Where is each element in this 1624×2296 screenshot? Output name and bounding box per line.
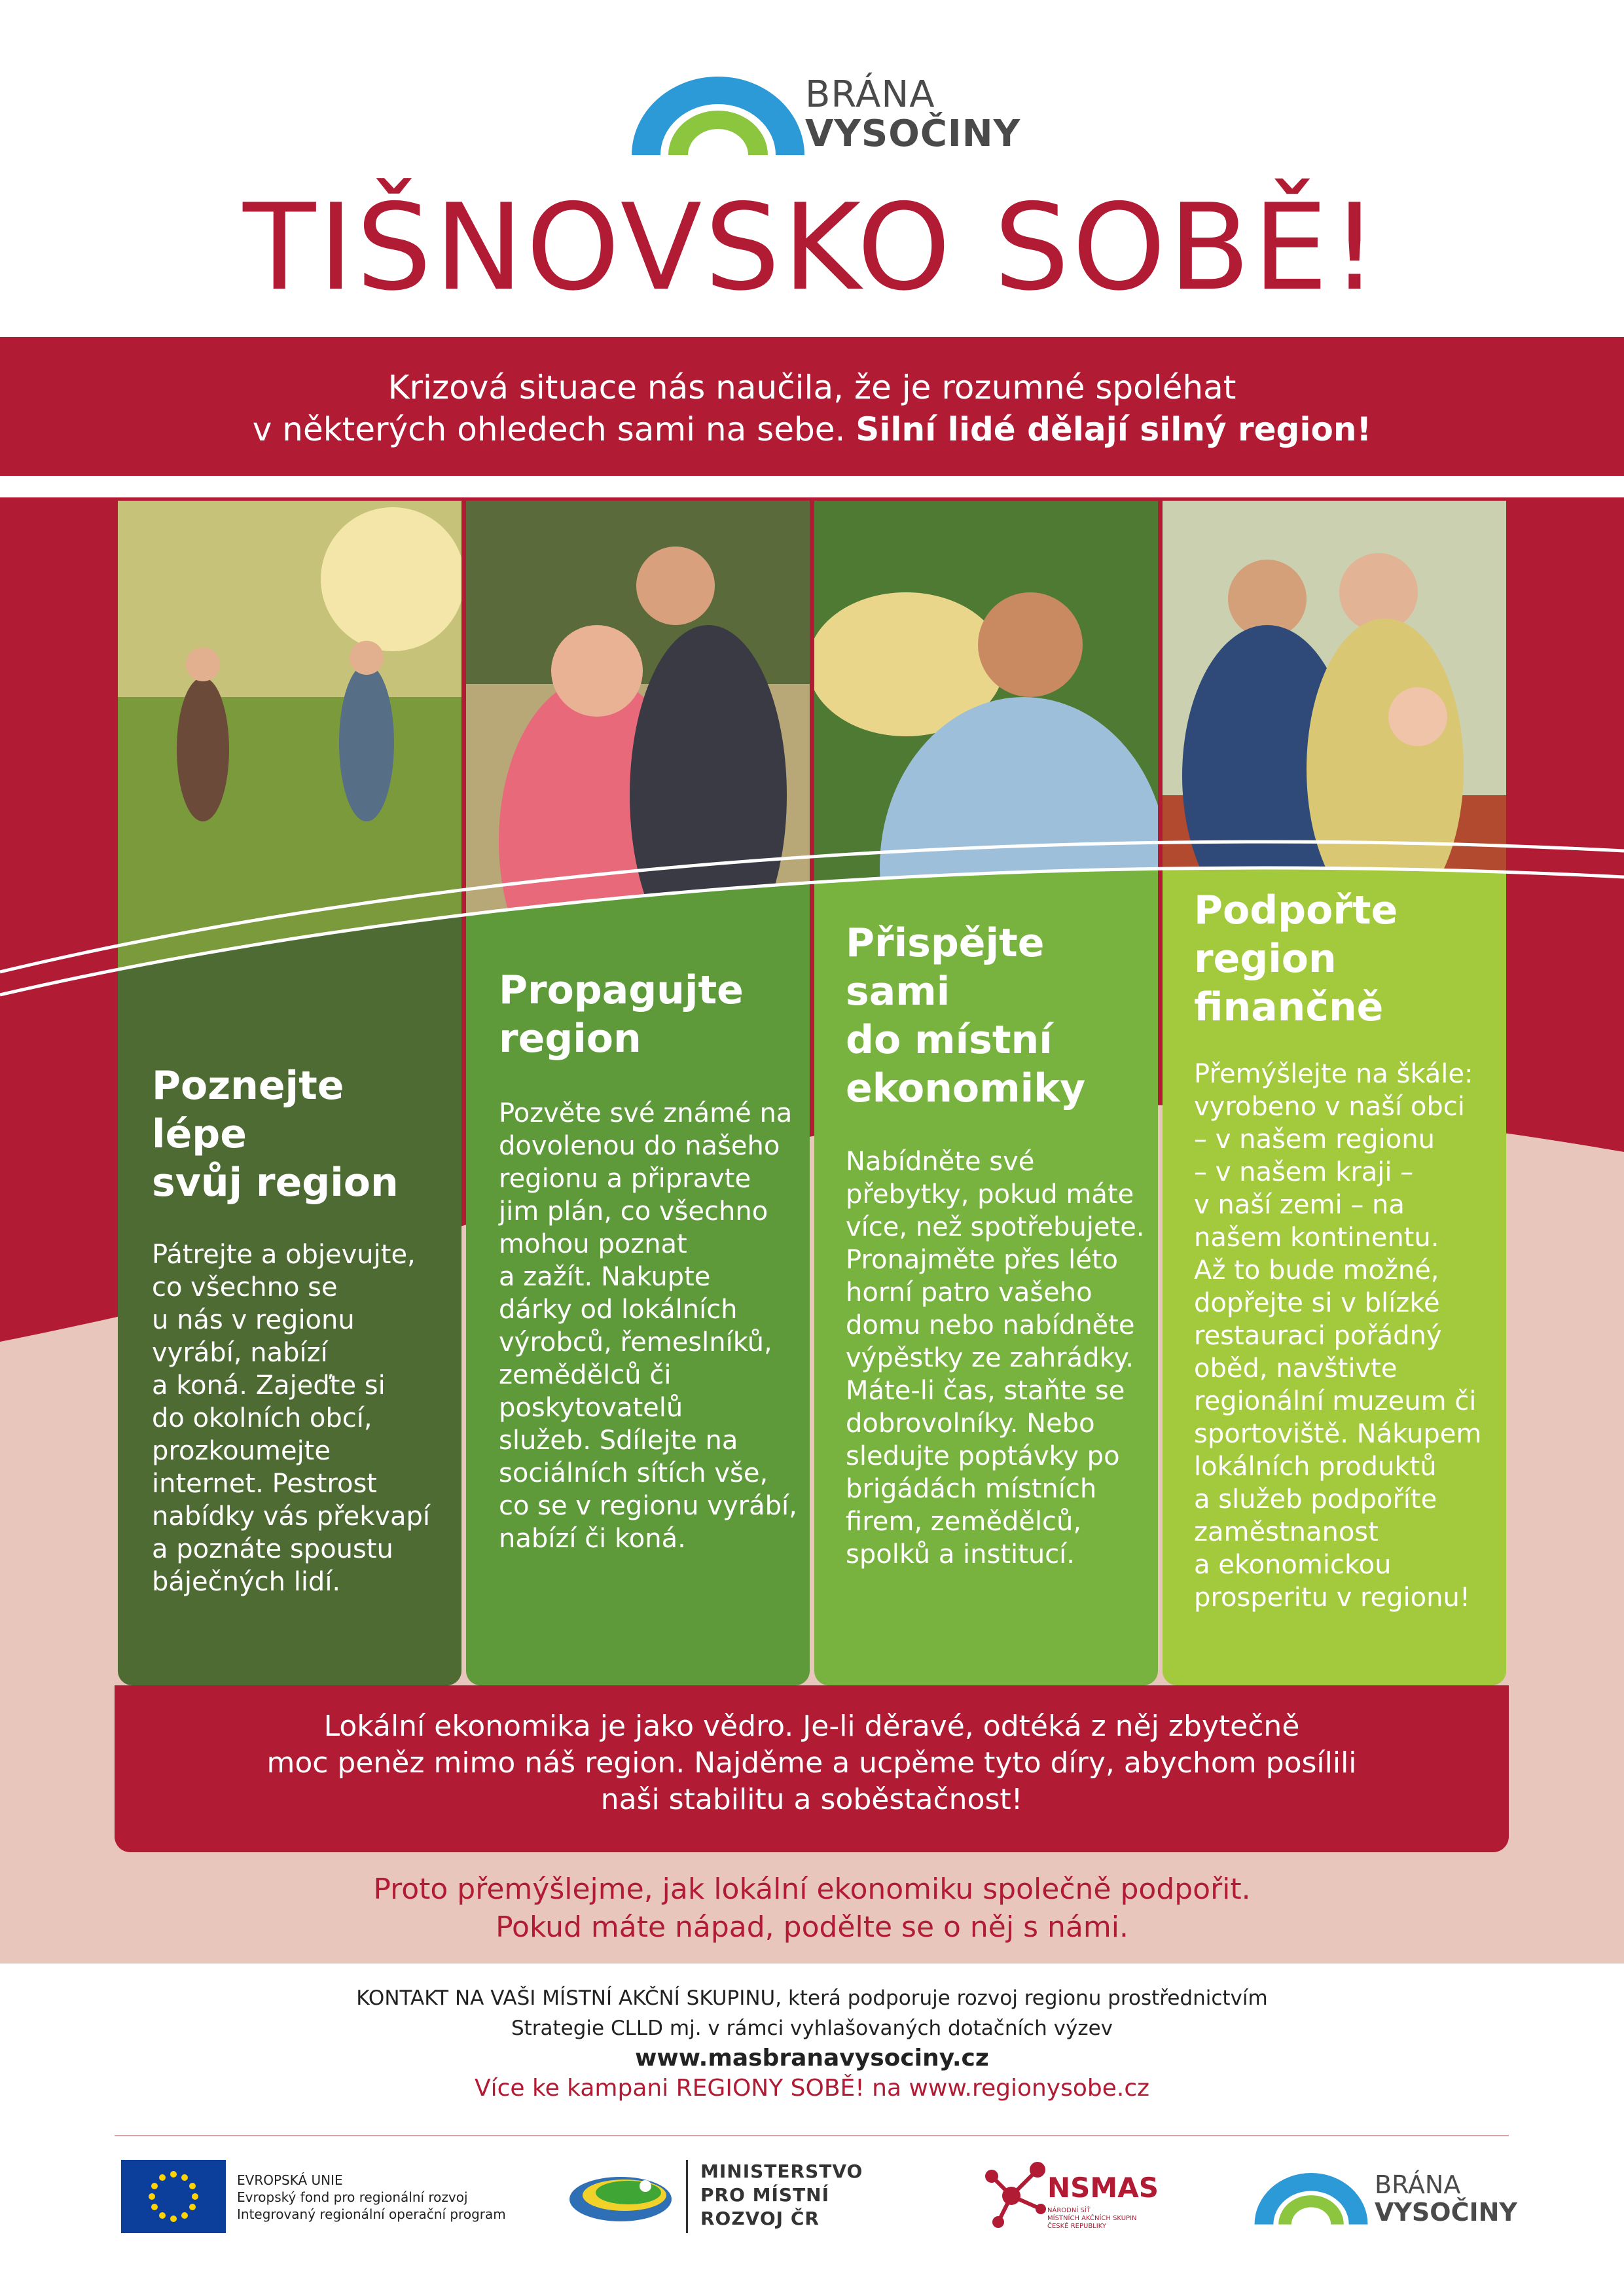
page-title: TIŠNOVSKO SOBĚ! [243, 178, 1381, 317]
column-explore-content [152, 1062, 446, 1598]
mmr-divider [686, 2160, 688, 2233]
column-support-content [1194, 886, 1502, 1614]
column-contribute-text: Nabídněte své přebytky, pokud máte více, než spotřebujete. Pronajměte přes léto horní patro vašeho domu nebo nabídněte výpěstky ze zahrádky. Máte-li čas, staňte se dobrovolníky. Nebo sledujte poptávky po brigádách místních firem, zemědělců, spolků a institucí. [846, 1147, 1145, 1570]
nsmas-subtitle: NÁRODNÍ SÍŤ MÍSTNÍCH AKČNÍCH SKUPIN ČESKÉ REPUBLIKY [1047, 2207, 1137, 2230]
contact-line1: KONTAKT NA VAŠI MÍSTNÍ AKČNÍ SKUPINU, která podporuje rozvoj regionu prostřednictvím [356, 1986, 1268, 2010]
eu-text: EVROPSKÁ UNIE Evropský fond pro regionální rozvoj Integrovaný regionální operační program [237, 2172, 506, 2222]
nsmas-molecule-icon [979, 2157, 1051, 2235]
rainbow-icon [625, 69, 815, 160]
column-explore-title: Poznejte lépe svůj region [152, 1063, 399, 1206]
column-promote-content [499, 966, 800, 1555]
column-support-title: Podpořte region finančně [1194, 888, 1398, 1030]
logo-line2: VYSOČINY [805, 113, 1021, 155]
contact-block [0, 1983, 1624, 2104]
call-to-action: Proto přemýšlejme, jak lokální ekonomiku společně podpořit. Pokud máte nápad, podělte se o něj s námi. [373, 1873, 1251, 1944]
brand-logo [625, 69, 1021, 160]
intro-line1: Krizová situace nás naučila, že je rozumné spoléhat [388, 368, 1236, 406]
contact-line2: Strategie CLLD mj. v rámci vyhlašovaných dotačních výzev [511, 2017, 1113, 2040]
column-promote-text: Pozvěte své známé na dovolenou do našeho regionu a připravte jim plán, co všechno mohou poznat a zažít. Nakupte dárky od lokálních výrobců, řemeslníků, zemědělců či poskytovatelů služeb. Sdílejte na sociálních sítích vše, co se v regionu vyrábí, nabízí či koná. [499, 1098, 797, 1554]
intro-slogan: Silní lidé dělají silný region! [856, 410, 1372, 448]
contact-web-link[interactable]: www.masbranavysociny.cz [635, 2045, 989, 2072]
intro-line2: v některých ohledech sami na sebe. Silní lidé dělají silný region! [252, 410, 1372, 448]
footer-logo-line1: BRÁNA [1375, 2170, 1461, 2199]
campaign-link[interactable]: Více ke kampani REGIONY SOBĚ! na www.regionysobe.cz [474, 2075, 1150, 2102]
column-contribute-title: Přispějte sami do místní ekonomiky [846, 920, 1086, 1111]
column-contribute-content [846, 919, 1153, 1571]
logo-line1: BRÁNA [805, 73, 935, 116]
footer-rainbow-icon [1250, 2166, 1375, 2229]
column-support-text: Přemýšlejte na škále: vyrobeno v naší obci – v našem regionu – v našem kraji – v naší zemi – na našem kontinentu. Až to bude možné, dopřejte si v blízké restauraci pořádný oběd, navštivte regionální muzeum či sportoviště. Nákupem lokálních produktů a služeb podpoříte zaměstnanost a ekonomickou prosperitu v regionu! [1194, 1059, 1482, 1613]
bucket-text: Lokální ekonomika je jako vědro. Je-li děravé, odtéká z něj zbytečně moc peněz mimo náš region. Najděme a ucpěme tyto díry, abychom posílili naši stabilitu a soběstačnost! [266, 1710, 1357, 1816]
footer-brand-logo [1250, 2166, 1517, 2232]
mmr-logo-icon [568, 2168, 686, 2227]
intro-text [0, 367, 1624, 450]
footer-divider [115, 2135, 1509, 2136]
nsmas-label: NSMAS [1047, 2172, 1159, 2204]
eu-flag-icon [121, 2160, 226, 2233]
mmr-text: MINISTERSTVO PRO MÍSTNÍ ROZVOJ ČR [700, 2161, 863, 2229]
column-promote-title: Propagujte region [499, 967, 744, 1062]
column-explore-text: Pátrejte a objevujte, co všechno se u nás v regionu vyrábí, nabízí a koná. Zajeďte si do okolních obcí, prozkoumejte internet. Pestrost nabídky vás překvapí a poznáte spoustu báječných lidí. [152, 1240, 431, 1597]
footer-logo-line2: VYSOČINY [1375, 2198, 1517, 2227]
